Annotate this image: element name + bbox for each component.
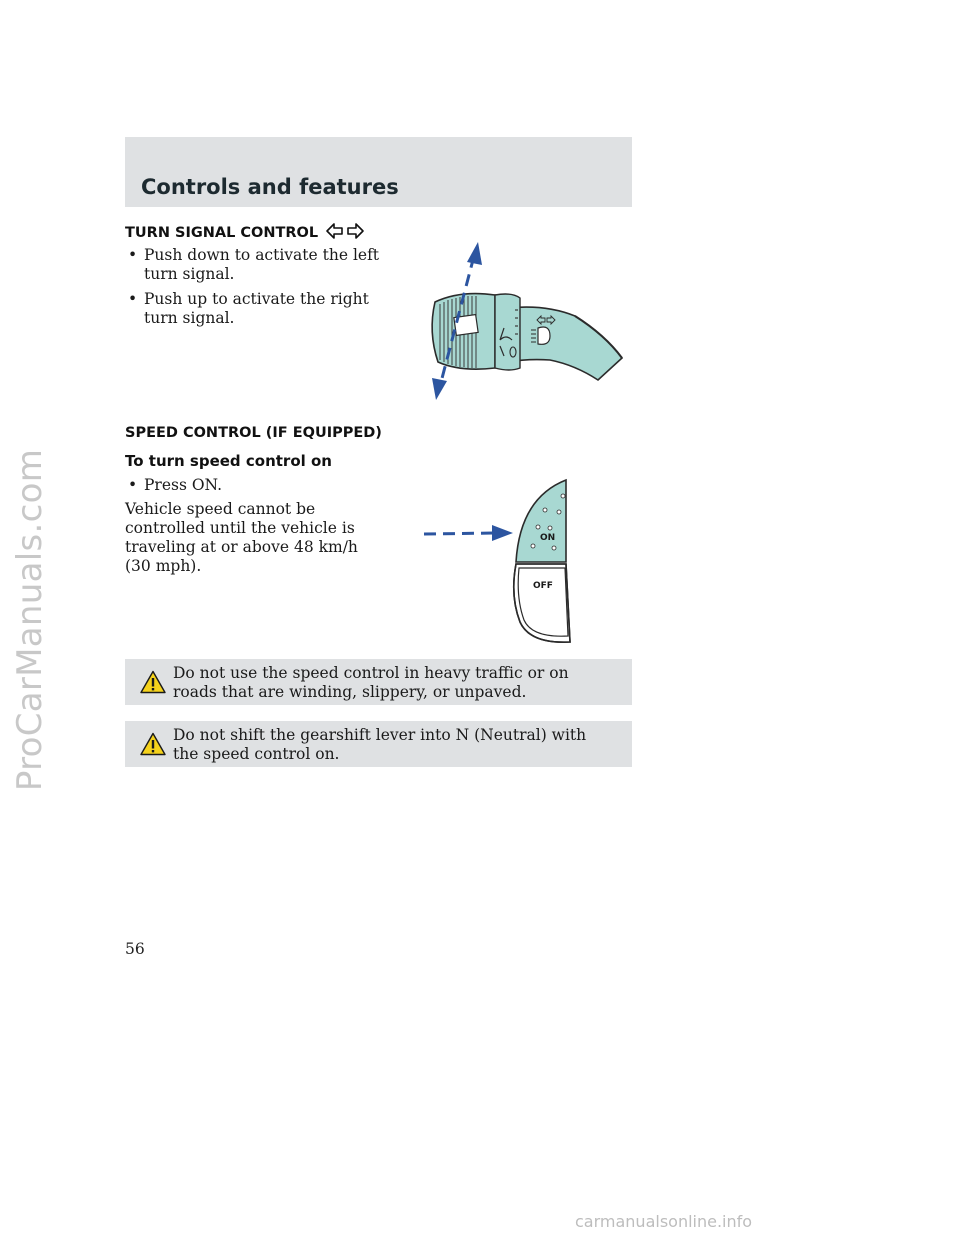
speed-control-heading: SPEED CONTROL (IF EQUIPPED) — [125, 425, 382, 441]
off-label: OFF — [533, 581, 553, 591]
bullet-text: Press ON. — [144, 476, 223, 494]
turn-signal-arrows-icon — [325, 222, 365, 240]
side-watermark — [0, 0, 60, 1242]
section-title: Controls and features — [141, 175, 399, 199]
warning-triangle-icon — [140, 670, 166, 694]
side-watermark-text: ProCarManuals.com — [10, 448, 50, 792]
page-number: 56 — [125, 940, 145, 958]
speed-control-subheading: To turn speed control on — [125, 452, 332, 470]
turn-signal-heading-text: TURN SIGNAL CONTROL — [125, 225, 319, 241]
speed-control-paragraph: Vehicle speed cannot be controlled until the vehicle is traveling at or above 48 km/h (30 mph). — [125, 500, 358, 575]
bullet-text: Push down to activate the left turn signal. — [144, 246, 380, 283]
warning-box — [125, 721, 632, 767]
warning-text: Do not use the speed control in heavy traffic or on roads that are winding, slippery, or unpaved. — [173, 664, 569, 701]
bullet-text: Push up to activate the right turn signal. — [144, 290, 369, 327]
bottom-watermark: carmanualsonline.info — [575, 1212, 753, 1231]
warning-box — [125, 659, 632, 705]
list-item: • Push down to activate the left turn signal. — [128, 246, 388, 284]
warning-text: Do not shift the gearshift lever into N (Neutral) with the speed control on. — [173, 726, 587, 763]
section-header — [125, 137, 632, 207]
on-label: ON — [540, 533, 556, 543]
turn-signal-heading — [125, 222, 365, 241]
warning-triangle-icon — [140, 732, 166, 756]
turn-signal-lever-illustration — [400, 240, 630, 405]
list-item: • Push up to activate the right turn signal. — [128, 290, 388, 328]
list-item: • Press ON. — [128, 476, 388, 495]
speed-control-switch-illustration — [420, 476, 580, 644]
